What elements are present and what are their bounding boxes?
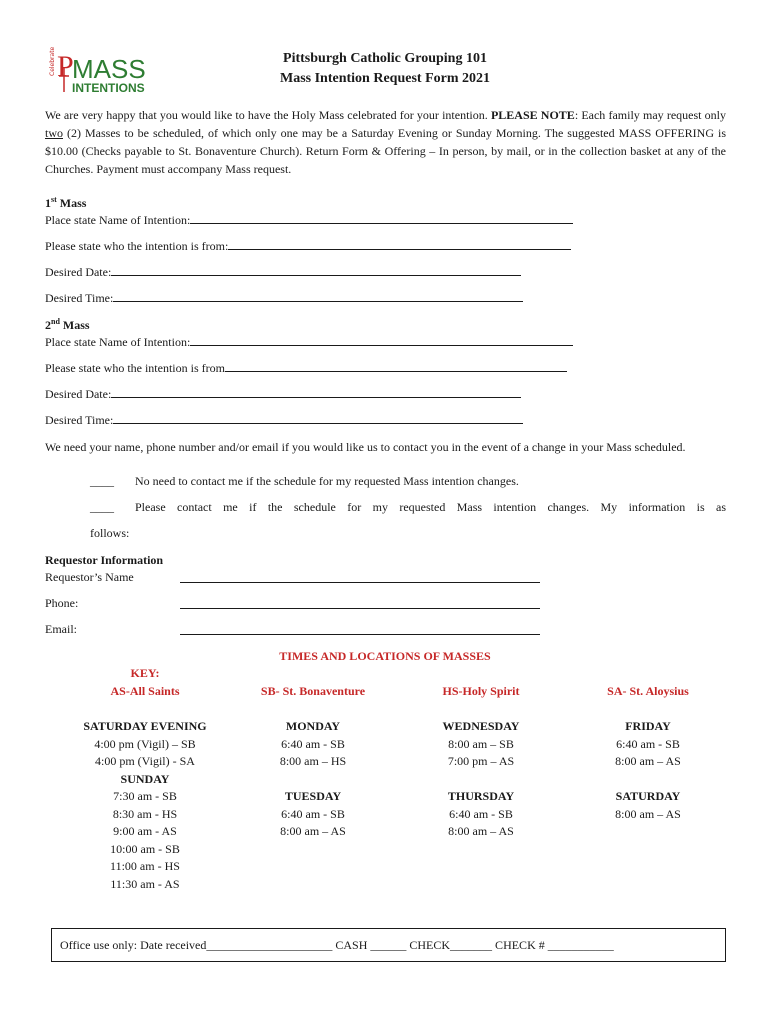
key-all-saints: AS-All Saints — [110, 684, 180, 698]
friday-day: FRIDAY — [625, 719, 671, 733]
mass1-date-input[interactable] — [111, 264, 521, 276]
contact-paragraph: We need your name, phone number and/or email if you would like us to contact you in the event of a change in your Mass scheduled. — [45, 440, 686, 454]
schedule-heading: TIMES AND LOCATIONS OF MASSES — [279, 649, 491, 663]
sunday-day: SUNDAY — [120, 771, 170, 786]
key-st-bonaventure: SB- St. Bonaventure — [260, 684, 366, 698]
mass2-date-input[interactable] — [111, 386, 521, 398]
requestor-name-input[interactable] — [180, 571, 540, 583]
option1-blank[interactable]: ____ — [90, 474, 114, 488]
option1-label: No need to contact me if the schedule for my requested Mass intention changes. — [135, 474, 519, 488]
mass2-intention-label: Place state Name of Intention: — [45, 335, 191, 349]
thursday-day: THURSDAY — [447, 789, 515, 803]
mass1-intention-label: Place state Name of Intention: — [45, 213, 191, 227]
mass1-time-label: Desired Time: — [45, 291, 114, 305]
sunday-time-2: 8:30 am - HS — [112, 806, 178, 821]
office-use-text: Office use only: Date received_____________________ CASH ______ CHECK_______ CHECK # ___________ — [60, 938, 614, 952]
tuesday-time-2: 8:00 am – AS — [280, 824, 346, 838]
sunday-time-4: 10:00 am - SB — [110, 841, 180, 856]
mass1-date-label: Desired Date: — [45, 265, 112, 279]
mass2-date-label: Desired Date: — [45, 387, 112, 401]
requestor-email-label: Email: — [45, 622, 77, 636]
saturday-evening-day: SATURDAY EVENING — [83, 719, 207, 733]
friday-time-2: 8:00 am – AS — [615, 754, 681, 768]
sat-eve-time-2: 4:00 pm (Vigil) - SA — [95, 754, 195, 768]
mass1-intention-input[interactable] — [190, 212, 573, 224]
requestor-email-input[interactable] — [180, 623, 540, 635]
key-st-aloysius: SA- St. Aloysius — [607, 684, 689, 698]
requestor-name-label: Requestor’s Name — [45, 570, 134, 584]
requestor-phone-label: Phone: — [45, 596, 79, 610]
tuesday-time-1: 6:40 am - SB — [281, 806, 345, 821]
sunday-time-6: 11:30 am - AS — [110, 876, 180, 891]
option2-continuation: follows: — [90, 526, 130, 540]
option2-label: Please contact me if the schedule for my requested Mass intention changes. My information is as — [135, 500, 726, 514]
wednesday-day: WEDNESDAY — [442, 719, 520, 733]
mass2-intention-input[interactable] — [190, 334, 573, 346]
saturday-day: SATURDAY — [615, 789, 681, 803]
mass2-from-field[interactable] — [45, 360, 567, 376]
form-title-line1: Pittsburgh Catholic Grouping 101 — [283, 51, 487, 66]
mass1-date-field[interactable] — [45, 264, 521, 280]
logo-brand-text: MASS — [72, 54, 146, 84]
office-use-box — [51, 928, 726, 962]
mass1-heading: 1st Mass — [45, 195, 87, 210]
wednesday-time-1: 8:00 am – SB — [448, 736, 514, 751]
sunday-time-5: 11:00 am - HS — [110, 859, 180, 873]
fri-sat-column — [563, 718, 733, 823]
logo-sub-text: INTENTIONS — [72, 81, 145, 95]
requestor-phone-input[interactable] — [180, 597, 540, 609]
friday-time-1: 6:40 am - SB — [616, 736, 680, 751]
mass2-intention-field[interactable] — [45, 334, 573, 350]
mass1-from-field[interactable] — [45, 238, 571, 254]
saturday-time-1: 8:00 am – AS — [615, 806, 681, 821]
mass2-from-input[interactable] — [225, 360, 567, 372]
intro-text-a: We are very happy that you would like to have the Holy Mass celebrated for your intention. — [45, 108, 491, 122]
mass1-time-input[interactable] — [113, 290, 523, 302]
wednesday-time-2: 7:00 pm – AS — [447, 754, 515, 768]
sunday-time-1: 7:30 am - SB — [113, 789, 177, 803]
mass2-time-input[interactable] — [113, 412, 523, 424]
monday-time-2: 8:00 am – HS — [279, 754, 347, 768]
mass1-intention-field[interactable] — [45, 212, 573, 228]
please-note: PLEASE NOTE — [490, 108, 575, 122]
mass2-heading: 2nd Mass — [45, 317, 90, 332]
mass2-time-label: Desired Time: — [45, 413, 114, 427]
intro-text-b: : Each family may request only — [574, 108, 726, 122]
mass1-from-label: Please state who the intention is from: — [45, 239, 229, 253]
option2-blank[interactable]: ____ — [90, 500, 114, 514]
thursday-time-1: 6:40 am - SB — [449, 806, 513, 821]
mass1-time-field[interactable] — [45, 290, 523, 306]
wed-thu-column — [396, 718, 566, 841]
monday-day: MONDAY — [285, 719, 341, 733]
mass2-from-label: Please state who the intention is from — [45, 361, 225, 375]
key-label: KEY: — [130, 666, 160, 680]
sat-eve-time-1: 4:00 pm (Vigil) – SB — [94, 736, 196, 751]
intro-text-c: (2) Masses to be scheduled, of which only one may be a Saturday Evening or Sunday Morning. The suggested MASS OFFERING is $10.00 (Checks payable to St. Bonaventure Church). Return Form & Offering – In person, by mail, or in the collection basket at any of the Churches. Payment must accompany Mass request. — [45, 126, 726, 176]
mon-tue-column — [228, 718, 398, 841]
mass2-time-field[interactable] — [45, 412, 523, 428]
tuesday-day: TUESDAY — [284, 789, 342, 803]
svg-text:P: P — [57, 50, 74, 83]
mass2-date-field[interactable] — [45, 386, 521, 402]
intro-paragraph — [45, 106, 726, 178]
logo-side-text: Celebrate — [49, 46, 56, 76]
monday-time-1: 6:40 am - SB — [281, 736, 345, 751]
key-holy-spirit: HS-Holy Spirit — [442, 684, 520, 698]
mass1-from-input[interactable] — [228, 238, 571, 250]
intro-two: two — [45, 126, 63, 140]
sunday-time-3: 9:00 am - AS — [113, 824, 177, 838]
weekend-column — [60, 718, 230, 893]
requestor-heading: Requestor Information — [45, 553, 164, 567]
form-title-line2: Mass Intention Request Form 2021 — [280, 71, 490, 86]
thursday-time-2: 8:00 am – AS — [448, 824, 514, 838]
